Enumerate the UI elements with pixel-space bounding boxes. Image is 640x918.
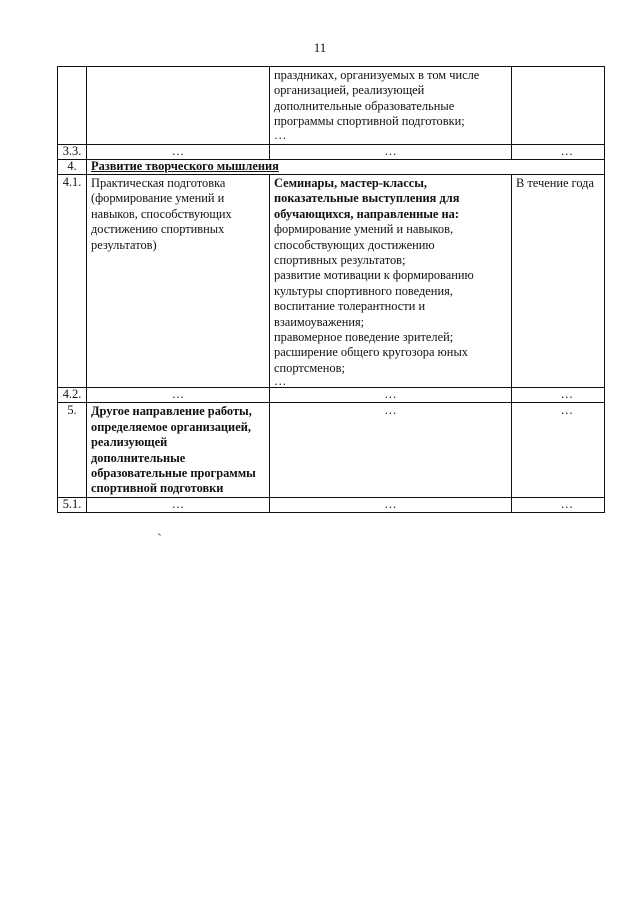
activity-heading-line: показательные выступления для: [274, 191, 460, 206]
row-number: 4.1.: [58, 175, 87, 388]
cell-direction: …: [87, 388, 270, 403]
direction-line: (формирование умений и: [91, 191, 225, 206]
activity-line: расширение общего кругозора юных: [274, 345, 468, 360]
cell-direction: …: [87, 145, 270, 160]
activity-line: культуры спортивного поведения,: [274, 283, 453, 298]
activity-line: программы спортивной подготовки;: [274, 114, 465, 129]
activity-line: взаимоуважения;: [274, 314, 365, 329]
activity-heading-line: обучающихся, направленные на:: [274, 206, 459, 221]
direction-line: реализующей: [91, 435, 168, 450]
activity-line: …: [274, 127, 288, 142]
cell-activity: [270, 67, 512, 145]
row-number: 5.: [58, 403, 87, 497]
cell-direction: [87, 403, 270, 497]
cell-time: …: [512, 497, 605, 512]
activity-line: способствующих достижению: [274, 237, 435, 252]
direction-line: дополнительные: [91, 450, 186, 465]
direction-line: навыков, способствующих: [91, 206, 232, 221]
cell-num: [58, 67, 87, 145]
direction-line: Практическая подготовка: [91, 176, 226, 190]
cell-activity: [270, 175, 512, 388]
cell-activity: …: [270, 145, 512, 160]
cell-time: [512, 67, 605, 145]
table-row-3-3: [58, 145, 605, 160]
cell-time: …: [512, 403, 605, 497]
cell-direction: …: [87, 497, 270, 512]
activity-line: формирование умений и навыков,: [274, 222, 454, 237]
activity-line: дополнительные образовательные: [274, 98, 455, 113]
cell-time: …: [512, 388, 605, 403]
activity-line: воспитание толерантности и: [274, 299, 426, 314]
activity-line: правомерное поведение зрителей;: [274, 330, 454, 345]
table-row-4-2: [58, 388, 605, 403]
activity-line: праздниках, организуемых в том числе: [274, 68, 480, 82]
activity-line: организацией, реализующей: [274, 83, 425, 98]
row-number: 3.3.: [58, 145, 87, 160]
activity-line: спортсменов;: [274, 360, 345, 375]
cell-activity: …: [270, 403, 512, 497]
table-row-continuation: [58, 67, 605, 145]
page-number: 11: [313, 40, 327, 55]
direction-line: достижению спортивных: [91, 222, 225, 237]
direction-line: определяемое организацией,: [91, 419, 251, 434]
activity-line: …: [274, 374, 288, 389]
direction-line: Другое направление работы,: [91, 404, 252, 419]
cell-activity: …: [270, 388, 512, 403]
direction-line: спортивной подготовки: [91, 481, 224, 496]
table-row-5: [58, 403, 605, 497]
scan-mark: [158, 533, 161, 536]
table-row-4-1: [58, 175, 605, 388]
cell-time: …: [512, 145, 605, 160]
activity-heading-line: Семинары, мастер-классы,: [274, 176, 427, 190]
section-title: Развитие творческого мышления: [87, 160, 605, 175]
cell-direction: [87, 175, 270, 388]
table-row-section-4: [58, 160, 605, 175]
row-number: 4.: [58, 160, 87, 175]
cell-direction: [87, 67, 270, 145]
plan-table: [57, 66, 605, 513]
cell-activity: …: [270, 497, 512, 512]
row-number: 4.2.: [58, 388, 87, 403]
cell-time: В течение года: [512, 175, 605, 388]
direction-line: результатов): [91, 237, 157, 252]
row-number: 5.1.: [58, 497, 87, 512]
activity-line: развитие мотивации к формированию: [274, 268, 474, 283]
activity-line: спортивных результатов;: [274, 253, 406, 268]
direction-line: образовательные программы: [91, 465, 256, 480]
table-row-5-1: [58, 497, 605, 512]
